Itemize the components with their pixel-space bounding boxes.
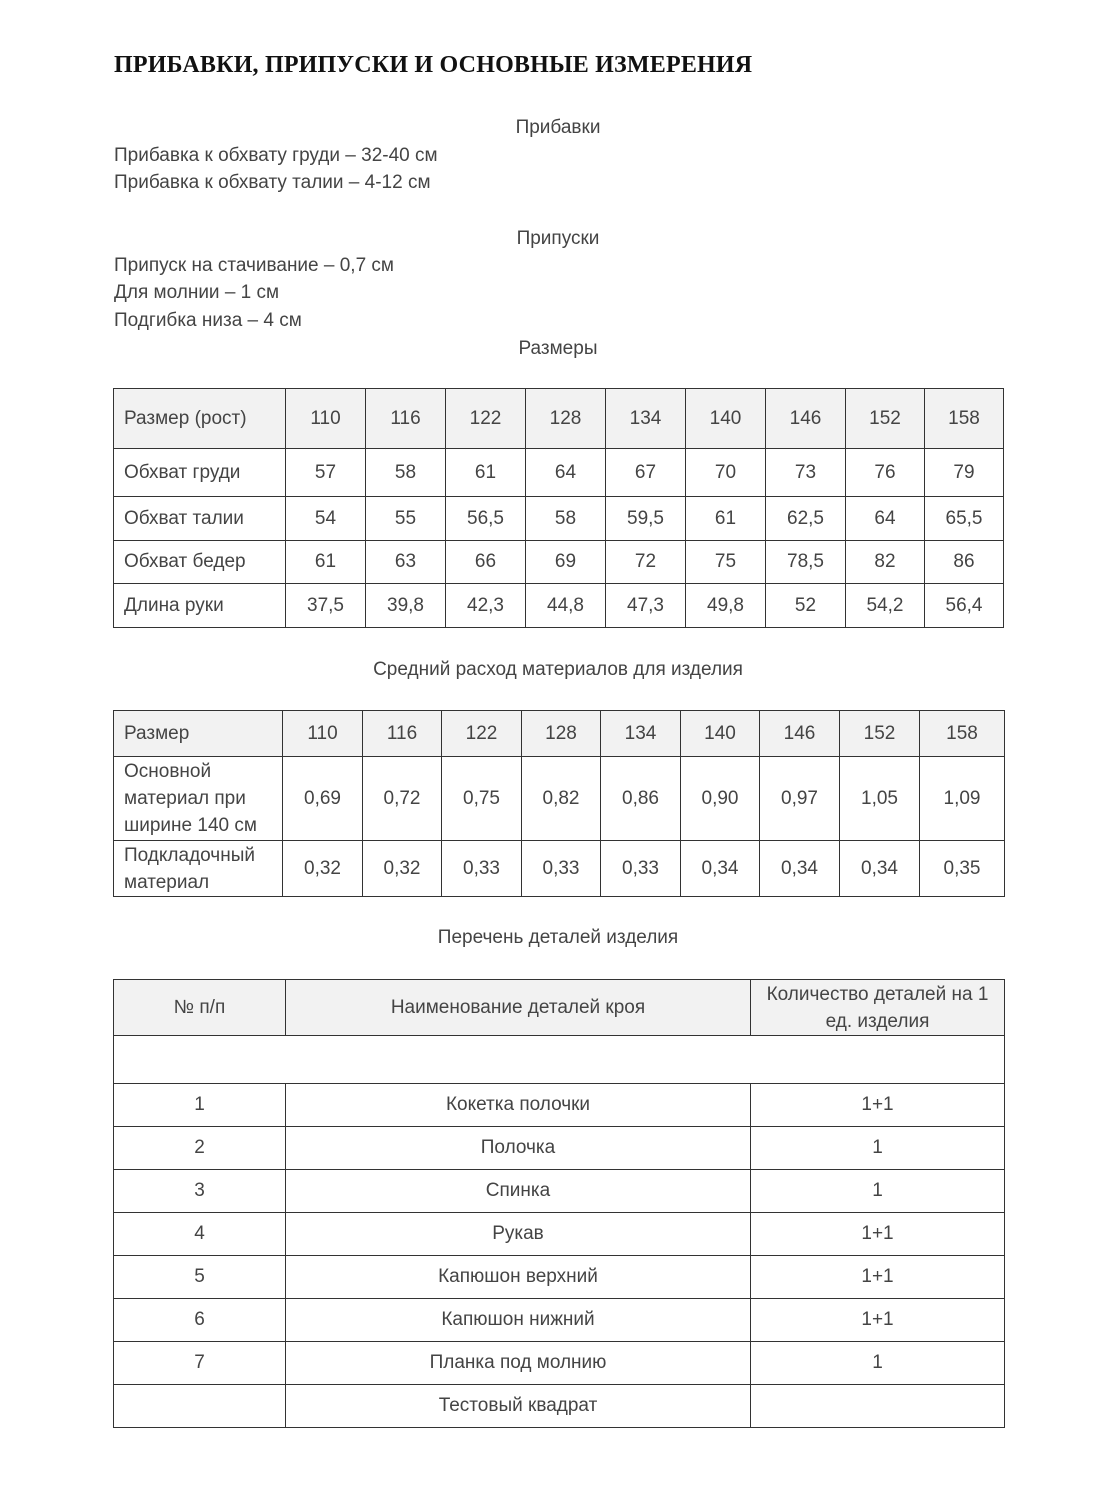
table-cell: 1+1 [751,1213,1005,1256]
table-row [114,1127,1005,1170]
sizes-header-cell: 146 [766,389,846,449]
sizes-header-cell: 158 [925,389,1004,449]
table-row [114,1170,1005,1213]
table-cell: 65,5 [925,497,1004,541]
table-cell: 0,69 [283,757,363,841]
table-cell: 1,05 [840,757,920,841]
materials-table [113,710,1005,897]
allowance-line: Прибавка к обхвату груди – 32-40 см [114,145,438,166]
sizes-header-cell: 152 [846,389,925,449]
table-cell: 72 [606,541,686,584]
table-cell: 0,33 [442,841,522,897]
table-cell: 1+1 [751,1256,1005,1299]
seam-line: Подгибка низа – 4 см [114,310,302,331]
parts-table [113,979,1005,1428]
materials-header-cell: 158 [920,711,1005,757]
table-cell: 0,33 [522,841,601,897]
table-cell: 2 [114,1127,286,1170]
table-cell: 0,75 [442,757,522,841]
materials-header-cell: Размер [114,711,283,757]
allowance-line: Прибавка к обхвату талии – 4-12 см [114,172,431,193]
materials-header-cell: 146 [760,711,840,757]
table-cell: 1 [751,1127,1005,1170]
table-cell: 0,35 [920,841,1005,897]
seam-line: Для молнии – 1 см [114,282,280,303]
table-cell: 64 [846,497,925,541]
table-cell: 82 [846,541,925,584]
parts-header-cell: № п/п [114,980,286,1036]
table-cell: 44,8 [526,584,606,628]
table-cell: 67 [606,449,686,497]
table-cell: Планка под молнию [286,1342,751,1385]
table-cell: 76 [846,449,925,497]
table-row [114,1256,1005,1299]
materials-header-cell: 116 [363,711,442,757]
table-cell: 0,34 [840,841,920,897]
table-cell: Обхват бедер [114,541,286,584]
table-cell: 58 [366,449,446,497]
table-cell: 1 [114,1084,286,1127]
table-cell: 54 [286,497,366,541]
table-row [114,757,1005,841]
table-cell: Основной материал при ширине 140 см [114,757,283,841]
table-cell: 0,97 [760,757,840,841]
table-cell: 1,09 [920,757,1005,841]
table-cell: 52 [766,584,846,628]
sizes-heading: Размеры [518,338,598,359]
table-row [114,449,1004,497]
table-cell: 0,32 [363,841,442,897]
table-cell: 42,3 [446,584,526,628]
table-row [114,1213,1005,1256]
table-cell: 78,5 [766,541,846,584]
table-cell: Капюшон нижний [286,1299,751,1342]
table-cell: Длина руки [114,584,286,628]
table-cell: 6 [114,1299,286,1342]
table-cell: 57 [286,449,366,497]
table-cell: 61 [446,449,526,497]
table-cell: Тестовый квадрат [286,1385,751,1428]
table-cell: 0,34 [681,841,760,897]
materials-header-cell: 128 [522,711,601,757]
table-cell [751,1385,1005,1428]
materials-heading: Средний расход материалов для изделия [373,659,743,680]
table-cell: 1 [751,1342,1005,1385]
table-cell: Подкладочный материал [114,841,283,897]
table-row [114,1385,1005,1428]
table-cell: 4 [114,1213,286,1256]
table-cell: 1 [751,1170,1005,1213]
table-cell: 62,5 [766,497,846,541]
table-row [114,841,1005,897]
table-cell: 49,8 [686,584,766,628]
table-cell: 86 [925,541,1004,584]
table-cell: 70 [686,449,766,497]
materials-header-cell: 122 [442,711,522,757]
table-cell: 55 [366,497,446,541]
parts-heading: Перечень деталей изделия [437,927,679,948]
table-cell: 73 [766,449,846,497]
sizes-header-cell: 122 [446,389,526,449]
table-cell: 0,82 [522,757,601,841]
table-cell: Кокетка полочки [286,1084,751,1127]
materials-header-row [114,711,1005,757]
table-cell: 0,72 [363,757,442,841]
table-cell: Полочка [286,1127,751,1170]
page-title: ПРИБАВКИ, ПРИПУСКИ И ОСНОВНЫЕ ИЗМЕРЕНИЯ [114,52,753,78]
table-cell: 0,86 [601,757,681,841]
sizes-header-cell: 140 [686,389,766,449]
table-cell: 59,5 [606,497,686,541]
table-row [114,1342,1005,1385]
table-cell: Капюшон верхний [286,1256,751,1299]
table-row [114,1084,1005,1127]
table-row [114,497,1004,541]
table-cell: 1+1 [751,1299,1005,1342]
table-cell: 63 [366,541,446,584]
parts-header-cell: Количество деталей на 1 ед. изделия [751,980,1005,1036]
table-cell: 1+1 [751,1084,1005,1127]
table-cell: 0,32 [283,841,363,897]
materials-header-cell: 140 [681,711,760,757]
table-row [114,1036,1005,1084]
materials-header-cell: 110 [283,711,363,757]
seam-line: Припуск на стачивание – 0,7 см [114,255,394,276]
table-cell: 39,8 [366,584,446,628]
sizes-header-cell: 116 [366,389,446,449]
table-cell: 56,4 [925,584,1004,628]
table-cell: 3 [114,1170,286,1213]
table-cell: Обхват груди [114,449,286,497]
table-cell [114,1385,286,1428]
empty-spacer-cell [114,1036,1005,1084]
table-row [114,541,1004,584]
table-cell: 69 [526,541,606,584]
table-row [114,1299,1005,1342]
table-cell: 75 [686,541,766,584]
table-cell: 47,3 [606,584,686,628]
table-cell: 0,33 [601,841,681,897]
sizes-header-cell: 110 [286,389,366,449]
materials-header-cell: 134 [601,711,681,757]
parts-header-cell: Наименование деталей кроя [286,980,751,1036]
table-cell: 5 [114,1256,286,1299]
sizes-header-cell: 128 [526,389,606,449]
table-row [114,584,1004,628]
sizes-table [113,388,1004,628]
parts-header-row [114,980,1005,1036]
allowances-heading: Прибавки [515,117,601,138]
table-cell: 61 [686,497,766,541]
table-cell: 66 [446,541,526,584]
table-cell: 54,2 [846,584,925,628]
table-cell: 0,34 [760,841,840,897]
table-cell: Обхват талии [114,497,286,541]
table-cell: 64 [526,449,606,497]
table-cell: 58 [526,497,606,541]
table-cell: Спинка [286,1170,751,1213]
sizes-header-row [114,389,1004,449]
seams-heading: Припуски [516,228,600,249]
materials-header-cell: 152 [840,711,920,757]
table-cell: 79 [925,449,1004,497]
sizes-header-cell: 134 [606,389,686,449]
table-cell: 7 [114,1342,286,1385]
table-cell: 0,90 [681,757,760,841]
sizes-header-cell: Размер (рост) [114,389,286,449]
table-cell: 56,5 [446,497,526,541]
table-cell: 37,5 [286,584,366,628]
table-cell: Рукав [286,1213,751,1256]
table-cell: 61 [286,541,366,584]
